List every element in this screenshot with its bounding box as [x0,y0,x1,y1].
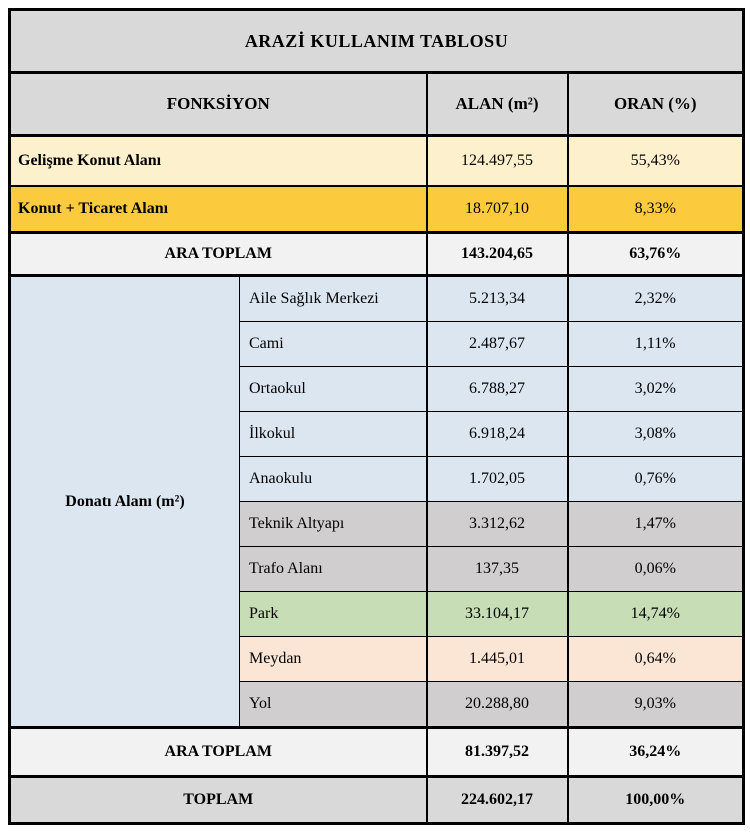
row-area-value: 124.497,55 [427,136,568,187]
row-area-value: 18.707,10 [427,186,568,233]
table-title: ARAZİ KULLANIM TABLOSU [10,10,744,73]
row-label: Konut + Ticaret Alanı [10,186,427,233]
table-row-donati-item [10,276,744,322]
donati-item-label: Trafo Alanı [240,547,427,592]
donati-item-ratio: 0,06% [568,547,744,592]
col-header-function: FONKSİYON [10,73,427,136]
donati-item-ratio: 9,03% [568,682,744,728]
donati-item-area: 6.788,27 [427,367,568,412]
donati-item-area: 1.702,05 [427,457,568,502]
subtotal-ratio-value: 36,24% [568,728,744,777]
title-row [10,10,744,73]
donati-item-label: Teknik Altyapı [240,502,427,547]
total-label: TOPLAM [10,777,427,824]
donati-item-area: 3.312,62 [427,502,568,547]
col-header-area: ALAN (m²) [427,73,568,136]
subtotal-label: ARA TOPLAM [10,233,427,276]
subtotal-area-value: 81.397,52 [427,728,568,777]
donati-item-ratio: 2,32% [568,276,744,322]
donati-item-area: 1.445,01 [427,637,568,682]
subtotal-label: ARA TOPLAM [10,728,427,777]
subtotal-row-1 [10,233,744,276]
donati-item-area: 6.918,24 [427,412,568,457]
total-row [10,777,744,824]
land-use-table-container [8,8,745,825]
donati-item-label: Cami [240,322,427,367]
donati-item-area: 33.104,17 [427,592,568,637]
donati-item-label: Aile Sağlık Merkezi [240,276,427,322]
table-row-konut-ticaret [10,186,744,233]
donati-item-ratio: 3,02% [568,367,744,412]
donati-item-area: 20.288,80 [427,682,568,728]
land-use-table [8,8,745,825]
donati-item-label: Yol [240,682,427,728]
subtotal-row-2 [10,728,744,777]
subtotal-area-value: 143.204,65 [427,233,568,276]
col-header-ratio: ORAN (%) [568,73,744,136]
row-label: Gelişme Konut Alanı [10,136,427,187]
donati-group-label: Donatı Alanı (m²) [10,276,240,728]
subtotal-ratio-value: 63,76% [568,233,744,276]
row-ratio-value: 55,43% [568,136,744,187]
donati-item-area: 137,35 [427,547,568,592]
table-row-gelisme-konut [10,136,744,187]
total-area-value: 224.602,17 [427,777,568,824]
donati-item-ratio: 0,76% [568,457,744,502]
donati-item-label: Meydan [240,637,427,682]
donati-item-ratio: 3,08% [568,412,744,457]
donati-item-label: Park [240,592,427,637]
donati-item-label: Anaokulu [240,457,427,502]
donati-item-ratio: 0,64% [568,637,744,682]
donati-item-ratio: 14,74% [568,592,744,637]
donati-item-label: Ortaokul [240,367,427,412]
donati-item-ratio: 1,47% [568,502,744,547]
donati-item-label: İlkokul [240,412,427,457]
row-ratio-value: 8,33% [568,186,744,233]
total-ratio-value: 100,00% [568,777,744,824]
donati-item-area: 2.487,67 [427,322,568,367]
donati-item-ratio: 1,11% [568,322,744,367]
donati-item-area: 5.213,34 [427,276,568,322]
column-header-row [10,73,744,136]
